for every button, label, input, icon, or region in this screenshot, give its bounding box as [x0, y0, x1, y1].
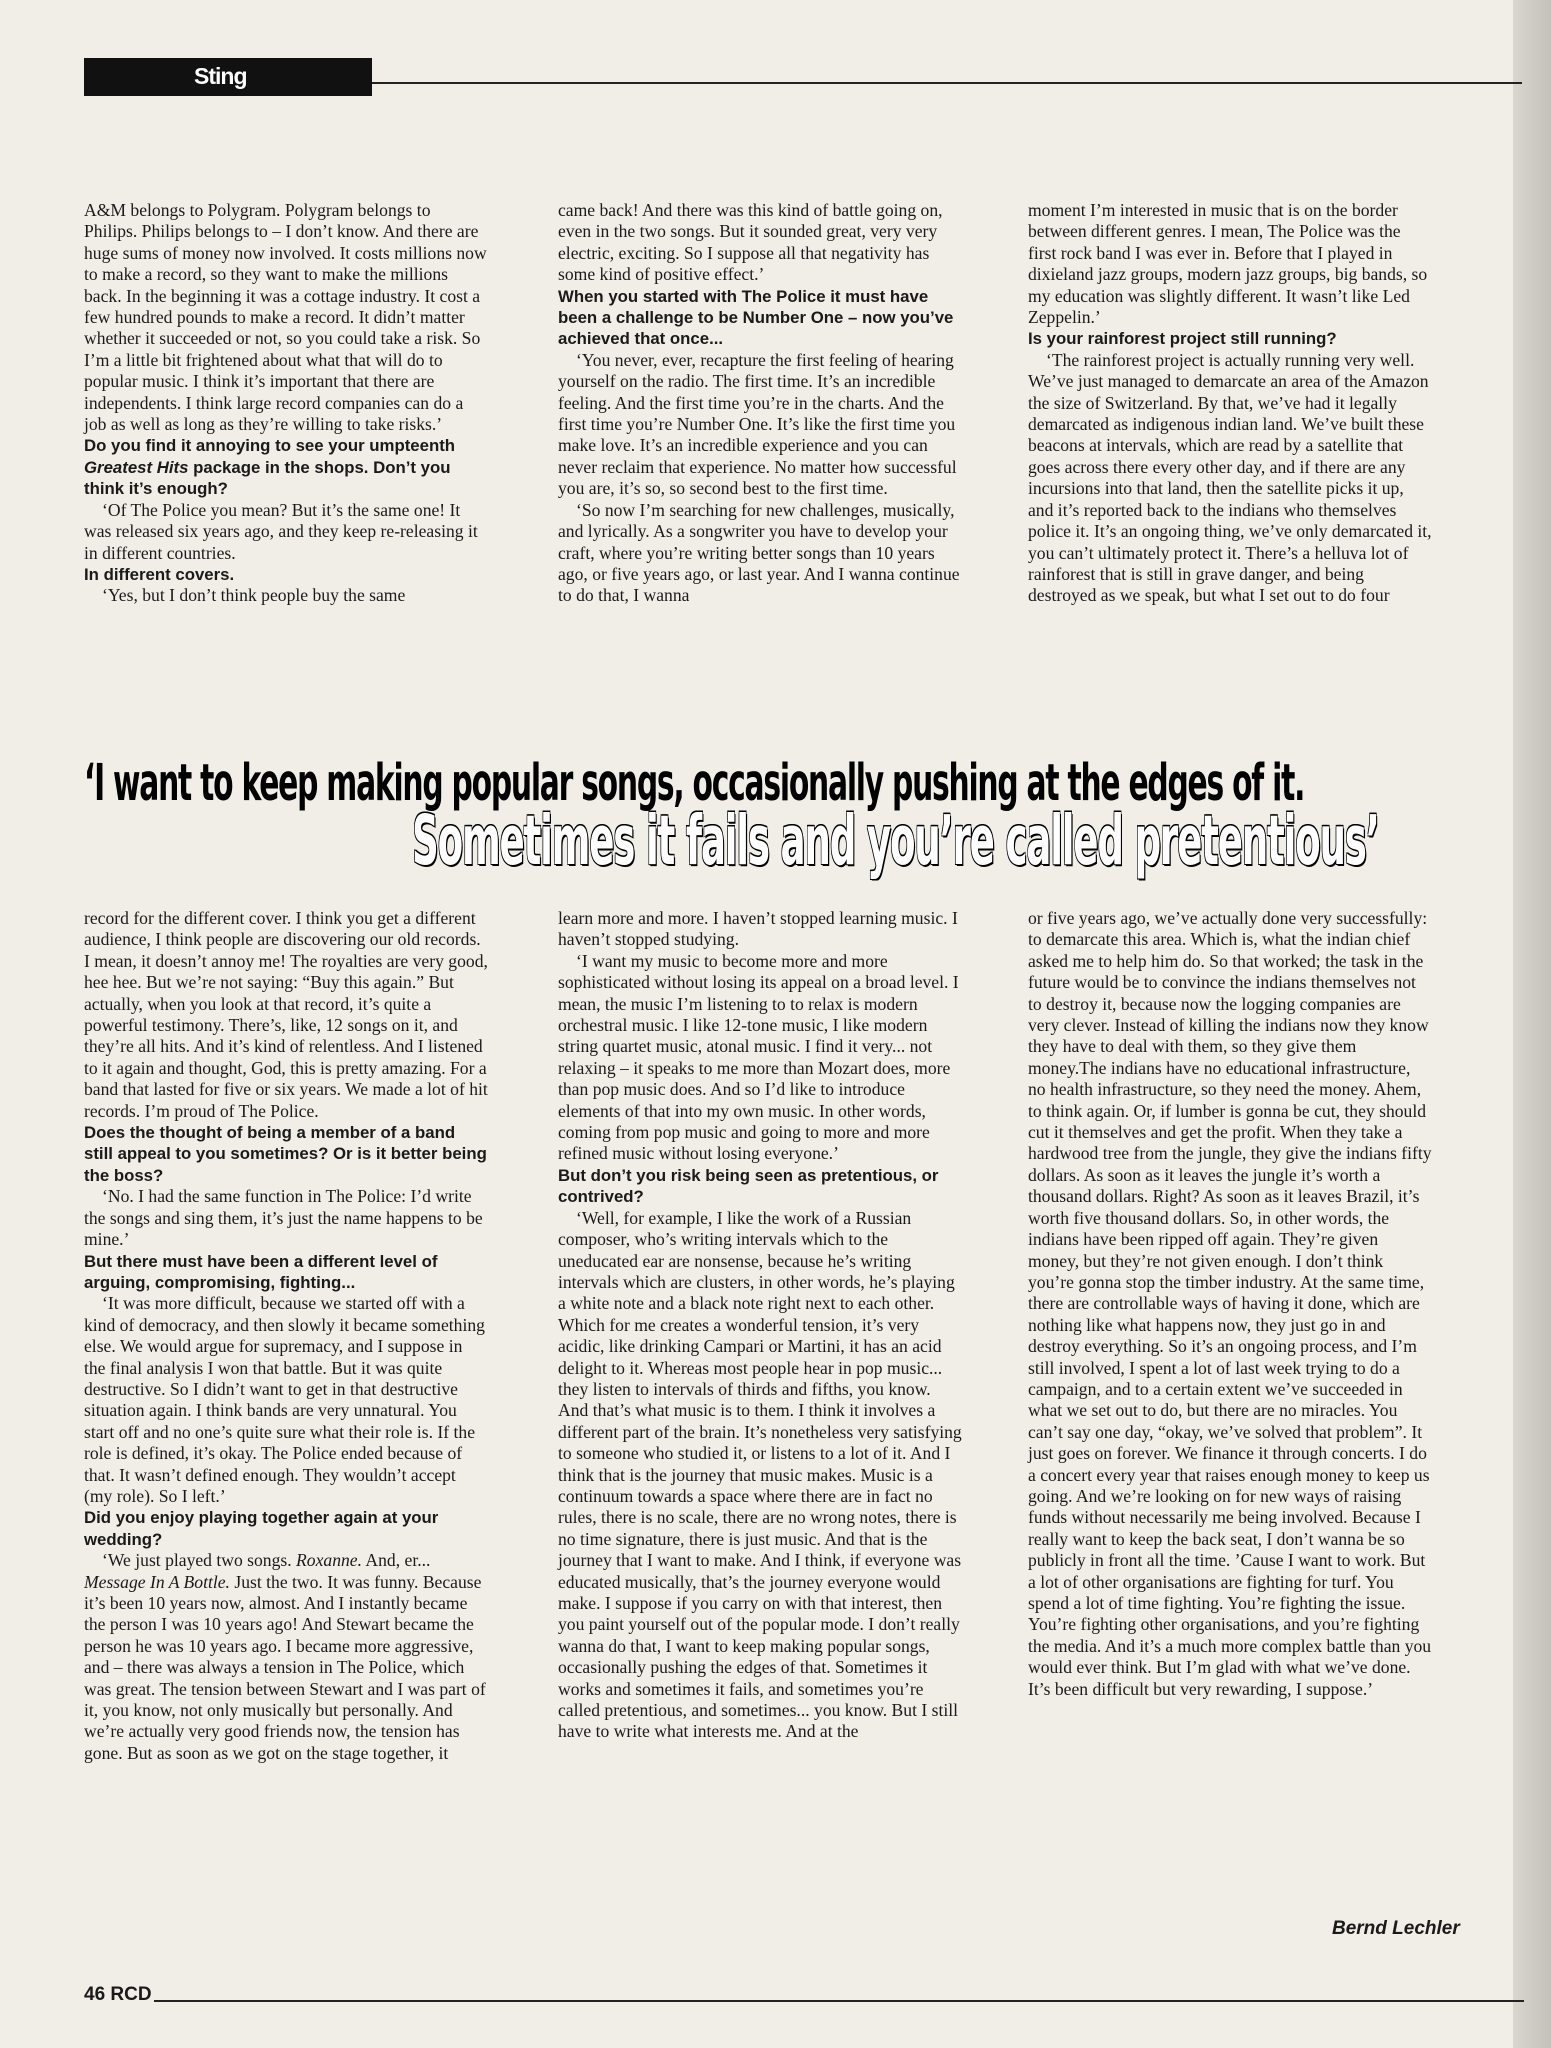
page-number: 46 — [84, 1984, 106, 2005]
article-column-top-1 — [84, 200, 488, 607]
article-column-top-2 — [558, 200, 962, 607]
question-text: Do you find it annoying to see your umpteenth — [84, 436, 456, 456]
interview-question — [84, 435, 488, 499]
interview-question: But there must have been a different level of arguing, compromising, fighting... — [84, 1251, 438, 1292]
body-paragraph: ‘It was more difficult, because we started off with a kind of democracy, and then slowly it became something else. We would argue for supremacy, and I suppose in the final analysis I won that battle. But it was quite destructive. So I didn’t want to get in that destructive situation again. I think bands are very unnatural. You start off and no one’s quite sure what their role is. If the role is defined, it’s okay. The Police ended because of that. It wasn’t defined enough. They wouldn’t accept (my role). So I left.’ — [84, 1293, 485, 1506]
answer-text: Just the two. It was funny. Because it’s been 10 years now, almost. And I instantly became the person I was 10 years ago! And Stewart became the person he was 10 years ago. I became more aggressive, and – there was always a tension in The Police, which was great. The tension between Stewart and I was part of it, you know, not only musically but personally. And we’re actually very good friends now, the tension has gone. But as soon as we got on the stage together, it — [84, 1571, 486, 1763]
body-paragraph: A&M belongs to Polygram. Polygram belongs to Philips. Philips belongs to – I don’t know. And there are huge sums of money now involved. It costs millions now to make a record, so they want to make the millions back. In the beginning it was a cottage industry. It cost a few hundred pounds to make a record. It didn’t matter whether it succeeded or not, so you could take a risk. So I’m a little bit frightened about what that will do to popular music. I think it’s important that there are independents. I think large record companies can do a job as well as long as they’re willing to take risks.’ — [84, 200, 487, 435]
pull-quote-line-1: ‘I want to keep making popular songs, occasionally pushing at the edges of it. — [84, 754, 1305, 813]
interview-question: Did you enjoy playing together again at your wedding? — [84, 1508, 439, 1549]
body-paragraph: record for the different cover. I think you get a different audience, I think people are discovering our old records. I mean, it doesn’t annoy me! The royalties are very good, hee hee. But we’re not saying: “Buy this again.” But actually, when you look at that record, it’s quite a powerful testimony. There’s, like, 12 songs on it, and they’re all hits. And it’s kind of relentless. And I listened to it again and thought, God, this is pretty amazing. For a band that lasted for five or six years. We made a lot of hit records. I’m proud of The Police. — [84, 908, 488, 1121]
body-paragraph — [84, 1550, 488, 1764]
body-paragraph: ‘No. I had the same function in The Police: I’d write the songs and sing them, it’s just the name happens to be mine.’ — [84, 1186, 483, 1250]
body-paragraph: ‘Well, for example, I like the work of a Russian composer, who’s writing intervals which to the uneducated ear are nonsense, because he’s writing intervals which are clusters, in other words, he’s playing a white note and a black note right next to each other. Which for me creates a wonderful tension, it’s very acidic, like drinking Campari or Martini, it has an acid delight to it. Whereas most people hear in pop music... they listen to intervals of thirds and fifths, you know. And that’s what music is to them. I think it involves a different part of the brain. It’s nonetheless very satisfying to someone who studied it, or listens to a lot of it. And I think that is the journey that music makes. Music is a continuum towards a space where there are in fact no rules, there is no scale, there are no wrong notes, there is no time signature, there is just music. And that is the journey that I want to make. And I think, if everyone was educated musically, that’s the journey everyone would make. I suppose if you carry on with that interest, then you paint yourself out of the popular mode. I don’t really wanna do that, I want to keep making popular songs, occasionally pushing the edges of that. Sometimes it works and sometimes it fails, and sometimes you’re called pretentious, and sometimes... you know. But I still have to write what interests me. And at the — [558, 1207, 962, 1742]
body-paragraph: ‘So now I’m searching for new challenges, musically, and lyrically. As a songwriter you have to develop your craft, where you’re writing better songs than 10 years ago, or five years ago, or last year. And I wanna continue to do that, I wanna — [558, 499, 960, 606]
interview-question: Does the thought of being a member of a band still appeal to you sometimes? Or is it better being the boss? — [84, 1123, 487, 1185]
article-column-bottom-3 — [1028, 908, 1432, 1700]
song-title: Message In A Bottle. — [84, 1571, 230, 1592]
page-folio — [84, 1984, 152, 2006]
header-rule — [372, 82, 1522, 84]
body-paragraph: ‘The rainforest project is actually running very well. We’ve just managed to demarcate an area of the Amazon the size of Switzerland. By that, we’ve had it legally demarcated as indigenous indian land. We’ve built these beacons at intervals, which are read by a satellite that goes across there every other day, and if there are any incursions into that land, then the satellite picks it up, and it’s reported back to the indians who themselves police it. It’s an ongoing thing, we’ve only demarcated it, you can’t ultimately protect it. There’s a helluva lot of rainforest that is still in grave danger, and being destroyed as we speak, but what I set out to do four — [1028, 349, 1432, 606]
body-paragraph: ‘I want my music to become more and more sophisticated without losing its appeal on a broad level. I mean, the music I’m listening to to relax is modern orchestral music. I like 12-tone music, I like modern string quartet music, atonal music. I find it very... not relaxing – it speaks to me more than Mozart does, more than pop music does. And so I’d like to introduce elements of that into my own music. In other words, coming from pop music and going to more and more refined music without losing everyone.’ — [558, 950, 959, 1164]
interview-question: But don’t you risk being seen as pretentious, or contrived? — [558, 1165, 939, 1207]
body-paragraph: learn more and more. I haven’t stopped learning music. I haven’t stopped studying. — [558, 908, 958, 950]
body-paragraph: ‘You never, ever, recapture the first feeling of hearing yourself on the radio. The first time. It’s an incredible feeling. And the first time you’re in the charts. And the first time you’re Number One. It’s like the first time you make love. It’s an incredible experience and you can never reclaim that experience. No matter how successful you are, it’s so, so second best to the first time. — [558, 349, 957, 499]
section-title: Sting — [194, 63, 247, 89]
answer-text: ‘We just played two songs. — [102, 1550, 297, 1571]
body-paragraph: or five years ago, we’ve actually done very successfully: to demarcate this area. Which is, what the indian chief asked me to help him do. So that worked; the task in the future would be to convince the indians themselves not to destroy it, because now the logging companies are very clever. Instead of killing the indians now they know they have to deal with them, so they give them money.The indians have no educational infrastructure, no health infrastructure, so they need the money. Ahem, to think again. Or, if lumber is gonna be cut, they should cut it themselves and get the profit. When they take a hardwood tree from the jungle, they give the indians fifty dollars. As soon as it leaves the jungle it’s worth a thousand dollars. Right? As soon as it leaves Brazil, it’s worth five thousand dollars. So, in other words, the indians have been ripped off again. They’re given money, but they’re not given enough. I don’t think you’re gonna stop the timber industry. At the same time, there are controllable ways of having it done, which are nothing like what happens now, they just go in and destroy everything. So it’s an ongoing process, and I’m still involved, I spent a lot of last week trying to do a campaign, and to a certain extent we’ve succeeded in what we set out to do, but there are no miracles. You can’t say one day, “okay, we’ve solved that problem”. It just goes on forever. We finance it through concerts. I do a concert every year that raises enough money to keep us going. And we’re looking on for new ways of raising funds without necessarily me being involved. Because I really want to keep the back seat, I don’t wanna be so publicly in front all the time. ’Cause I want to work. But a lot of other organisations are fighting for turf. You spend a lot of time fighting. You’re fighting the issue. You’re fighting other organisations, and you’re fighting the media. And it’s a much more complex battle than you would ever think. But I’m glad with what we’ve done. It’s been difficult but very rewarding, I suppose.’ — [1028, 908, 1432, 1699]
interview-question: Is your rainforest project still running? — [1028, 329, 1337, 349]
magazine-name: RCD — [110, 1984, 152, 2005]
song-title: Roxanne. — [296, 1550, 362, 1571]
page-edge-shadow — [1513, 0, 1551, 2048]
interview-question: When you started with The Police it must have been a challenge to be Number One – now you’ve achieved that once... — [558, 286, 954, 349]
footer-rule — [154, 2000, 1524, 2002]
body-paragraph: moment I’m interested in music that is on the border between different genres. I mean, The Police was the first rock band I was ever in. Before that I played in dixieland jazz groups, modern jazz groups, big bands, so my education was slightly different. It wasn’t like Led Zeppelin.’ — [1028, 200, 1428, 328]
question-italic-title: Greatest Hits — [84, 457, 189, 477]
answer-text: And, er... — [362, 1550, 431, 1571]
article-column-bottom-1 — [84, 908, 488, 1764]
body-paragraph: ‘Of The Police you mean? But it’s the same one! It was released six years ago, and they keep re-releasing it in different countries. — [84, 499, 478, 563]
article-column-top-3 — [1028, 200, 1432, 607]
section-header-tab — [84, 58, 372, 96]
body-paragraph: ‘Yes, but I don’t think people buy the same — [102, 585, 406, 606]
article-column-bottom-2 — [558, 908, 962, 1743]
interview-question: In different covers. — [84, 564, 235, 584]
body-paragraph: came back! And there was this kind of battle going on, even in the two songs. But it sounded great, very very electric, exciting. So I suppose all that negativity has some kind of positive effect.’ — [558, 200, 943, 285]
question-text: package in the shops. Don’t you think it’s enough? — [84, 457, 451, 499]
pull-quote-line-2 — [412, 800, 1379, 880]
author-byline: Bernd Lechler — [1332, 1918, 1460, 1939]
pull-quote-text: Sometimes it fails and you’re called pretentious’ — [412, 800, 1379, 881]
